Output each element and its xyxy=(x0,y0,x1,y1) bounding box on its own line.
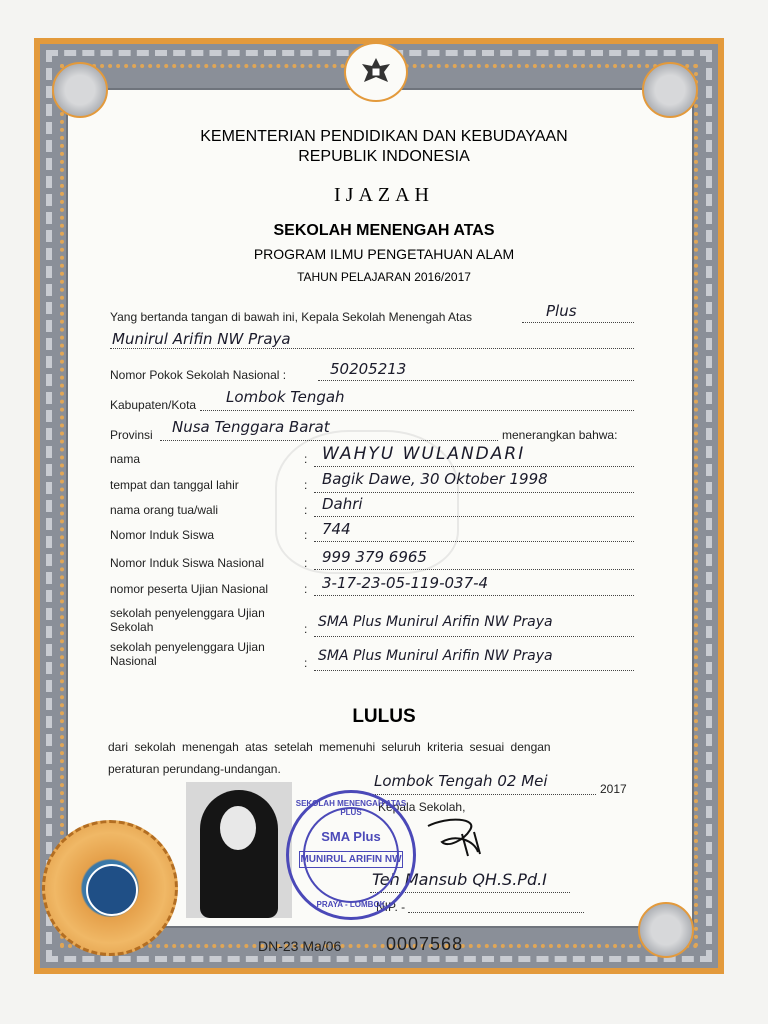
nis-value: 744 xyxy=(322,520,351,538)
result-status: LULUS xyxy=(352,706,416,727)
colon: : xyxy=(304,582,308,596)
dotted-line xyxy=(314,516,634,517)
exam-school-label: sekolah penyelenggara Ujian xyxy=(110,606,265,620)
field-label: nomor peserta Ujian Nasional xyxy=(110,582,269,596)
dotted-line xyxy=(314,595,634,596)
colon: : xyxy=(304,622,308,636)
stamp-center-title: SMA Plus xyxy=(321,829,381,844)
stamp-arc-top: SEKOLAH MENENGAH ATAS PLUS xyxy=(295,799,407,817)
garuda-emblem-icon xyxy=(344,42,408,102)
result-text-line2: peraturan perundang-undangan. xyxy=(108,762,281,776)
field-label: Nomor Induk Siswa Nasional xyxy=(110,556,265,570)
dotted-line xyxy=(522,322,634,323)
colon: : xyxy=(304,452,308,466)
ministry-title: KEMENTERIAN PENDIDIKAN DAN KEBUDAYAAN xyxy=(200,128,568,145)
intro-text: Yang bertanda tangan di bawah ini, Kepala Sekolah Menengah Atas xyxy=(110,310,473,324)
program-name: PROGRAM ILMU PENGETAHUAN ALAM xyxy=(253,246,515,262)
tutwuri-handayani-ornament xyxy=(42,820,178,956)
republic-title: REPUBLIK INDONESIA xyxy=(298,148,470,165)
student-name: WAHYU WULANDARI xyxy=(322,444,526,464)
national-exam-school-label-cont: Nasional xyxy=(110,654,157,668)
nip: NIP. - xyxy=(376,900,406,914)
colon: : xyxy=(304,556,308,570)
place-date: Lombok Tengah 02 Mei xyxy=(374,772,548,790)
principal-name: Teh Mansub QH.S.Pd.I xyxy=(372,870,547,889)
npsn-value: 50205213 xyxy=(330,360,407,378)
result-text-line1: dari sekolah menengah atas setelah memenuhi seluruh kriteria sesuai dengan xyxy=(108,740,551,754)
corner-medallion-top-left xyxy=(52,62,108,118)
school-type: SEKOLAH MENENGAH ATAS xyxy=(273,222,495,239)
nisn-value: 999 379 6965 xyxy=(322,548,427,566)
school-stamp xyxy=(286,790,416,920)
provinsi-label: Provinsi xyxy=(110,428,153,442)
provinsi-value: Nusa Tenggara Barat xyxy=(172,418,330,436)
national-exam-school-label: sekolah penyelenggara Ujian xyxy=(110,640,265,654)
npsn-label: Nomor Pokok Sekolah Nasional : xyxy=(110,368,287,382)
serial-code: DN-23 Ma/06 xyxy=(258,938,342,954)
field-label: nama xyxy=(110,452,141,466)
dotted-line xyxy=(314,466,634,467)
dotted-line xyxy=(110,348,634,349)
dotted-line xyxy=(314,670,634,671)
kabupaten-value: Lombok Tengah xyxy=(226,388,345,406)
colon: : xyxy=(304,478,308,492)
dotted-line xyxy=(314,541,634,542)
document-title: IJAZAH xyxy=(334,184,434,206)
birth-place-date: Bagik Dawe, 30 Oktober 1998 xyxy=(322,470,548,488)
dotted-line xyxy=(314,492,634,493)
academic-year: TAHUN PELAJARAN 2016/2017 xyxy=(297,270,471,284)
dotted-line xyxy=(370,794,596,795)
tutwuri-logo-icon xyxy=(86,864,138,916)
signature-role: Kepala Sekolah, xyxy=(378,800,466,814)
colon: : xyxy=(304,503,308,517)
field-label: Nomor Induk Siswa xyxy=(110,528,215,542)
provinsi-suffix: menerangkan bahwa: xyxy=(502,428,618,442)
dotted-line xyxy=(408,912,584,913)
corner-medallion-bottom-right xyxy=(638,902,694,958)
student-photo xyxy=(186,782,292,918)
school-name-part2: Munirul Arifin NW Praya xyxy=(112,330,291,348)
dotted-line xyxy=(200,410,634,411)
colon: : xyxy=(304,656,308,670)
corner-medallion-top-right xyxy=(642,62,698,118)
exam-school-label-cont: Sekolah xyxy=(110,620,154,634)
dotted-line xyxy=(318,380,634,381)
stamp-center-subtitle: MUNIRUL ARIFIN NW xyxy=(299,851,403,868)
dotted-line xyxy=(160,440,498,441)
school-name-part1: Plus xyxy=(546,302,577,320)
stamp-arc-bottom: PRAYA - LOMBOK xyxy=(316,900,386,909)
kabupaten-label: Kabupaten/Kota xyxy=(110,398,197,412)
parent-name: Dahri xyxy=(322,495,363,513)
exam-school-value: SMA Plus Munirul Arifin NW Praya xyxy=(318,614,553,630)
exam-number: 3-17-23-05-119-037-4 xyxy=(322,574,489,592)
field-label: nama orang tua/wali xyxy=(110,503,219,517)
signature-year: 2017 xyxy=(600,782,627,796)
dotted-line xyxy=(314,569,634,570)
signature-scribble xyxy=(418,812,498,862)
national-exam-school-value: SMA Plus Munirul Arifin NW Praya xyxy=(318,648,553,664)
dotted-line xyxy=(314,636,634,637)
colon: : xyxy=(304,528,308,542)
field-label: tempat dan tanggal lahir xyxy=(110,478,239,492)
serial-number: 0007568 xyxy=(386,934,464,954)
